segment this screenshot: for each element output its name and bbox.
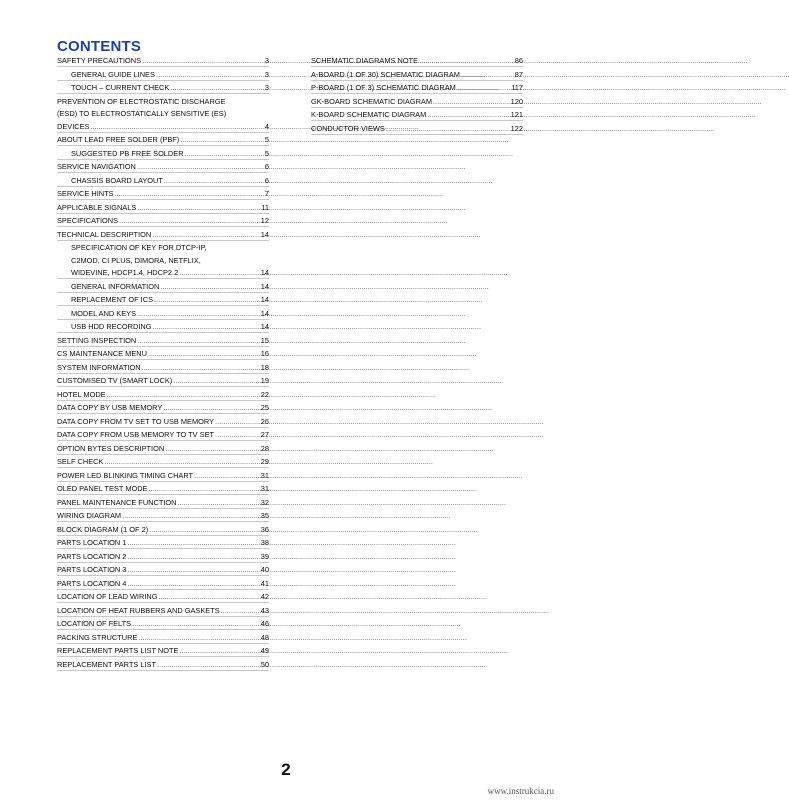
toc-entry-page: 14 [260,229,269,239]
toc-entry [57,592,269,603]
toc-entry [57,336,269,347]
toc-entry-title: CONDUCTOR VIEWS [311,123,385,133]
toc-entry-title: SETTING INSPECTION [57,335,137,345]
page-number: 2 [281,760,291,779]
toc-dot-leader [127,579,259,588]
toc-entry-page: 19 [260,376,269,385]
toc-entry-page: 41 [260,578,269,588]
toc-entry [57,444,269,455]
toc-entry [57,203,269,214]
toc-entry-page: 14 [260,322,269,331]
toc-entry [57,552,269,563]
toc-dot-leader [157,660,260,669]
toc-entry-page: 6 [264,175,269,185]
toc-dot-leader [386,124,510,133]
toc-entry [57,135,269,146]
toc-dot-leader [165,444,260,453]
toc-entry [57,97,269,107]
toc-dot-leader [185,149,264,158]
toc-entry-page: 50 [260,659,269,669]
toc-entry-title: CHASSIS BOARD LAYOUT [71,175,163,185]
toc-entry [57,256,269,266]
toc-entry-title: K-BOARD SCHEMATIC DIAGRAM [311,110,427,119]
toc-entry-title: PARTS LOCATION 4 [57,578,127,588]
toc-dot-leader [137,336,260,345]
toc-entry-page: 35 [260,511,269,520]
toc-entry-title: HOTEL MODE [57,389,106,399]
toc-entry-page: 14 [260,268,269,277]
toc-entry-title: MODEL AND KEYS [71,308,137,318]
toc-entry-title: PANEL MAINTENANCE FUNCTION [57,497,177,507]
toc-dot-leader [170,83,264,92]
toc-entry-page: 122 [510,123,523,133]
toc-dot-leader [173,376,260,385]
toc-entry-title: LOCATION OF FELTS [57,619,132,628]
toc-dot-leader [107,390,260,399]
toc-entry [311,83,523,94]
toc-dot-leader [433,97,510,106]
toc-dot-leader [138,633,259,642]
toc-dot-leader [158,592,259,601]
toc-entry-title: DATA COPY BY USB MEMORY [57,403,163,412]
toc-entry [57,295,269,306]
watermark: www.instrukcia.ru [487,786,554,796]
toc-dot-leader [149,525,260,534]
toc-entry-title: SUGGESTED PB FREE SOLDER [71,148,184,158]
toc-entry [57,189,269,200]
toc-entry-title: SERVICE HINTS [57,189,114,198]
toc-dot-leader [164,176,264,185]
toc-entry [57,162,269,173]
toc-entry [57,149,269,160]
toc-entry-title: C2MOD, CI PLUS, DIMORA, NETFLIX, [71,255,201,265]
toc-entry-title: DATA COPY FROM TV SET TO USB MEMORY [57,416,215,426]
toc-entry-title: (ESD) TO ELECTROSTATICALLY SENSITIVE (ES) [57,109,227,118]
toc-entry [57,243,269,253]
toc-entry [57,309,269,320]
toc-entry-title: SELF CHECK [57,457,104,466]
toc-entry [57,417,269,428]
toc-dot-leader [215,430,260,439]
toc-dot-leader [179,646,259,655]
toc-entry-page: 46 [260,619,269,628]
toc-entry-title: POWER LED BLINKING TIMING CHART [57,470,194,480]
toc-entry [57,457,269,468]
toc-entry [311,70,523,81]
toc-entry-page: 15 [260,335,269,345]
toc-entry-page: 86 [514,56,523,65]
toc-entry-page: 4 [264,121,269,131]
toc-entry-page: 14 [260,281,269,291]
toc-entry-page: 22 [260,389,269,399]
toc-entry-page: 29 [260,457,269,466]
toc-dot-leader [132,619,260,628]
toc-entry [57,619,269,630]
toc-entry [57,176,269,187]
toc-entry-title: DEVICES [57,121,90,131]
toc-entry-title: LOCATION OF LEAD WIRING [57,592,158,601]
toc-entry [57,322,269,333]
toc-entry [57,538,269,549]
toc-entry [57,511,269,522]
toc-entry-page: 7 [264,189,269,198]
toc-entry-title: ABOUT LEAD FREE SOLDER (PBF) [57,135,180,144]
toc-entry-title: GENERAL INFORMATION [71,281,160,291]
toc-entry-title: PARTS LOCATION 3 [57,565,127,574]
toc-dot-leader [160,282,259,291]
toc-entry-page: 36 [260,524,269,534]
toc-entry [57,498,269,509]
toc-entry-title: REPLACEMENT OF ICS [71,295,153,304]
toc-dot-leader [152,230,260,239]
toc-entry [311,110,523,121]
toc-entry [57,646,269,657]
toc-entry-title: CS MAINTENANCE MENU [57,349,147,358]
toc-entry-title: PACKING STRUCTURE [57,632,138,642]
toc-entry-page: 26 [260,416,269,426]
toc-entry-title: BLOCK DIAGRAM (1 OF 2) [57,524,149,534]
toc-entry-title: REPLACEMENT PARTS LIST NOTE [57,646,179,655]
toc-entry-title: OLED PANEL TEST MODE [57,484,148,493]
toc-entry-page: 25 [260,403,269,412]
toc-dot-leader [427,110,509,119]
toc-entry [57,268,269,279]
toc-entry-title: TECHNICAL DESCRIPTION [57,229,152,239]
toc-entry-title: SYSTEM INFORMATION [57,362,141,372]
toc-entry [311,56,523,67]
toc-entry-title: PREVENTION OF ELECTROSTATIC DISCHARGE [57,96,226,106]
toc-entry-title: WIDEVINE, HDCP1.4, HDCP2.2 [71,268,179,277]
toc-entry-page: 42 [260,592,269,601]
toc-entry-page: 14 [260,295,269,304]
toc-entry [57,403,269,414]
toc-entry [57,282,269,293]
toc-dot-leader [221,606,260,615]
toc-entry [57,430,269,441]
toc-entry [57,230,269,241]
toc-entry-page: 6 [264,162,269,171]
toc-dot-leader [142,56,264,65]
toc-dot-leader [127,538,259,547]
toc-dot-leader [137,162,264,171]
toc-entry-title: WIRING DIAGRAM [57,511,122,520]
toc-entry [57,565,269,576]
toc-dot-leader [104,457,259,466]
toc-dot-leader [115,189,264,198]
toc-dot-leader [179,268,260,277]
toc-entry-title: SPECIFICATION OF KEY FOR DTCP-IP, [71,243,207,252]
toc-dot-leader [119,216,260,225]
toc-entry-title: APPLICABLE SIGNALS [57,202,137,212]
toc-entry-title: CUSTOMISED TV (SMART LOCK) [57,376,173,385]
toc-entry-page: 40 [260,565,269,574]
toc-entry [57,606,269,617]
toc-entry-title: TOUCH – CURRENT CHECK [71,83,170,92]
toc-entry [57,56,269,67]
toc-entry [57,216,269,227]
toc-entry [57,122,269,133]
toc-entry-title: USB HDD RECORDING [71,322,152,331]
toc-entry [57,660,269,671]
toc-entry-title: REPLACEMENT PARTS LIST [57,659,156,669]
toc-entry-title: SAFETY PRECAUTIONS [57,56,142,65]
toc-left-column [57,56,269,673]
toc-entry-page: 11 [261,202,269,212]
toc-dot-leader [148,349,260,358]
page-title: CONTENTS [57,38,142,55]
toc-entry-page: 3 [264,83,269,92]
toc-entry-page: 31 [260,484,269,493]
toc-dot-leader [137,203,260,212]
toc-right-column [311,56,523,137]
toc-dot-leader [127,565,259,574]
toc-entry-page: 32 [260,497,269,507]
toc-entry [57,633,269,644]
toc-entry-title: A-BOARD (1 OF 30) SCHEMATIC DIAGRAM [311,69,460,79]
toc-entry-page: 39 [260,551,269,561]
toc-dot-leader [163,403,259,412]
toc-dot-leader [461,70,514,79]
toc-dot-leader [194,471,260,480]
toc-entry-title: DATA COPY FROM USB MEMORY TO TV SET [57,430,215,439]
toc-entry-page: 27 [260,430,269,439]
toc-entry [57,525,269,536]
toc-entry [311,97,523,108]
toc-entry-title: GK-BOARD SCHEMATIC DIAGRAM [311,96,432,106]
toc-entry-page: 48 [260,632,269,642]
toc-entry [57,349,269,360]
toc-entry-page: 28 [260,443,269,453]
toc-entry [57,484,269,495]
toc-entry-page: 5 [264,148,269,158]
toc-entry-title: OPTION BYTES DESCRIPTION [57,443,165,453]
toc-dot-leader [137,309,260,318]
toc-entry [57,390,269,401]
toc-entry-page: 12 [260,216,269,225]
toc-dot-leader [457,83,510,92]
toc-entry [57,579,269,590]
toc-entry-title: SPECIFICATIONS [57,216,119,225]
toc-entry-page: 18 [260,362,269,372]
toc-entry [57,376,269,387]
toc-dot-leader [127,552,259,561]
toc-entry-title: P-BOARD (1 OF 3) SCHEMATIC DIAGRAM [311,83,456,92]
toc-dot-leader [180,135,264,144]
toc-entry [57,83,269,94]
toc-dot-leader [122,511,260,520]
toc-dot-leader [149,484,260,493]
toc-dot-leader [178,498,260,507]
toc-entry-page: 16 [260,349,269,358]
toc-entry-page: 3 [264,56,269,65]
toc-dot-leader [215,417,260,426]
toc-dot-leader [152,322,259,331]
toc-entry-title: LOCATION OF HEAT RUBBERS AND GASKETS [57,605,220,615]
toc-entry-page: 38 [260,538,269,547]
toc-entry-title: SERVICE NAVIGATION [57,162,136,171]
toc-dot-leader [90,122,263,131]
toc-entry-title: GENERAL GUIDE LINES [71,69,155,79]
toc-entry-page: 3 [264,69,269,79]
toc-dot-leader [156,70,264,79]
toc-entry-page: 87 [514,69,523,79]
toc-entry-page: 117 [511,83,523,92]
toc-dot-leader [154,295,260,304]
toc-entry-page: 121 [510,110,523,119]
toc-entry-title: PARTS LOCATION 1 [57,538,127,547]
toc-entry [57,109,269,119]
toc-entry-page: 31 [260,470,269,480]
toc-entry-page: 120 [510,96,523,106]
toc-entry-page: 5 [264,135,269,144]
toc-dot-leader [419,56,514,65]
toc-entry [57,471,269,482]
toc-entry-title: SCHEMATIC DIAGRAMS NOTE [311,56,419,65]
toc-dot-leader [142,363,260,372]
toc-entry-page: 14 [260,308,269,318]
toc-entry [311,124,523,135]
toc-entry-page: 43 [260,605,269,615]
toc-entry-page: 49 [260,646,269,655]
toc-entry-title: PARTS LOCATION 2 [57,551,127,561]
toc-entry [57,70,269,81]
toc-entry [57,363,269,374]
